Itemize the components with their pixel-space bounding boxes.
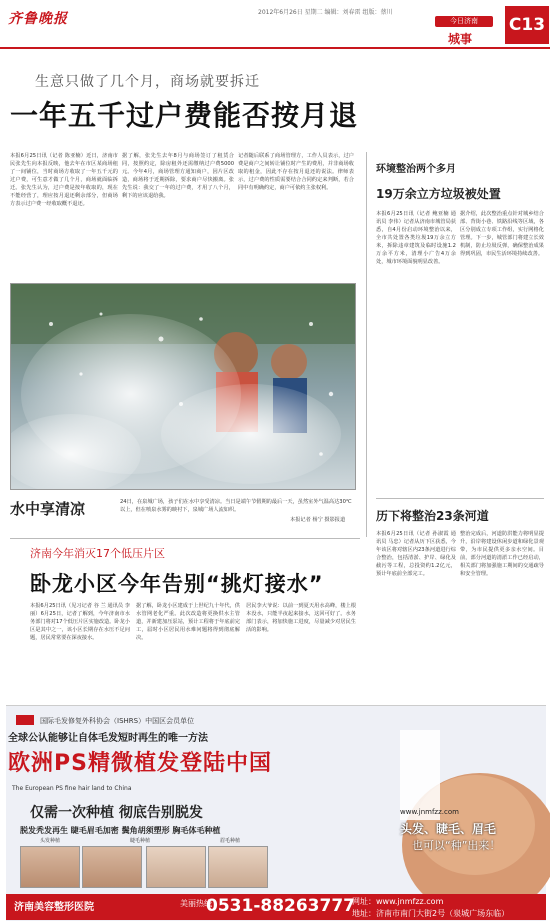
phone-label: 美丽热线 [180, 899, 212, 908]
ad-bald-line-2: 也可以“种”出来！ [412, 839, 501, 852]
ad-title: 欧洲PS精微植发登陆中国 [8, 751, 272, 776]
lash-photo [146, 846, 206, 888]
side1-column-1: 本报6月25日讯（记者 鲍亚楠 通讯员 李伟）记者从济南市城管局获悉，自4月份启动环境整治以来，全市共处置各类垃圾19万余立方米，拆除违章建筑及临时设施1.2万余平方米，清理小广告4万余处，城市环境面貌明显改善。 [376, 211, 456, 265]
lead-headline: 一年五千过户费能否按月退 [10, 99, 359, 132]
ad-label-lash: 睫毛种植 [130, 838, 151, 844]
masthead-rule [0, 47, 550, 49]
fountain-photo [10, 283, 356, 490]
lead2-column-3: 居民李大爷说：以前一到夏天用水高峰，楼上根本没水，只能半夜起来接水，这回可好了。水务部门表示，将加快施工进度，尽量减少对居民生活的影响。 [246, 603, 356, 633]
side2-column-1: 本报6月25日讯（记者 孙淑霞 通讯员 马忠）记者从历下区获悉，今年该区将对辖区内23条河道进行综合整治，包括清淤、护岸、绿化及截污等工程，总投资约1.2亿元，预计年底前全部完工。 [376, 531, 456, 577]
lead2-column-1: 本报6月25日讯（见习记者 谷 兰 通讯员 李丽）6月25日，记者了解到，今年济南市水务部门将对17个低压片区实施改造。卧龙小区是其中之一，该小区长期存在水压不足问题，居民常常要在深夜接水。 [30, 603, 130, 641]
lead2-headline: 卧龙小区今年告别“挑灯接水” [30, 572, 324, 596]
newspaper-logo: 齐鲁晚报 [8, 11, 68, 27]
lead-column-1: 本报6月25日讯（记者 陈亚楠）近日，济南市民张先生向本报反映，他去年在市区某商场租了一间铺位，当时商场方收取了一年五千元的过户费，可生意才做了几个月，商场就面临拆迁。张先生认为，过户费是按年收取的，现在不能经营了，理应按月退还剩余部分，但商场方表示过户费一经收取概不退还。 [10, 153, 118, 207]
lead-column-2: 据了解，张先生去年8月与商场签订了租赁合同，按照约定，除房租外还需缴纳过户费5000元。今年4月，商场管理方通知商户，因片区改造，商场将于近期拆除，要求商户尽快搬离。张先生说：我交了一年的过户费，才用了八个月，剩下的应该退给我。 [122, 153, 234, 199]
ad-website-top: www.jnmfzz.com [400, 808, 459, 816]
side1-column-2: 据介绍，此次整治重点针对城乡结合部、背街小巷、铁路沿线等区域，各区分别成立专项工作组，实行网格化管理。下一步，城管部门将建立长效机制，防止垃圾反弹，确保整治成果得到巩固，市民生活环境持续改善。 [460, 211, 544, 257]
lead2-kicker: 济南今年消灭17个低压片区 [30, 547, 165, 560]
ad-slogan: 仅需一次种植 彻底告别脱发 [30, 805, 203, 821]
side-divider [376, 498, 544, 499]
lead2-column-2: 据了解，卧龙小区建成于上世纪九十年代，供水管网老化严重。此次改造将更换供水主管道，并新建加压泵站，预计工程将于年底前完工，届时小区居民用水难问题将得到彻底解决。 [136, 603, 240, 641]
ishrs-logo-icon [16, 715, 34, 725]
side2-headline: 历下将整治23条河道 [376, 509, 489, 523]
photo-credit: 本报记者 杨宁 摄影报道 [290, 517, 346, 523]
fountain-photo-image [11, 284, 355, 489]
photo-caption-text: 24日，在泉城广场，孩子们在水中享受清凉。当日是端午节假期的最后一天，虽然室外气温高达30℃以上，但在喷泉水雾的映衬下，泉城广场人流如织。 [120, 499, 352, 513]
hair-before-photo [20, 846, 80, 888]
section-divider [10, 538, 360, 539]
side1-subhead: 19万余立方垃圾被处置 [376, 187, 501, 201]
section-pill: 今日济南 [435, 16, 493, 27]
phone-number: 0531-88263777 [206, 896, 355, 916]
photo-caption-title: 水中享清凉 [10, 500, 86, 518]
hospital-name: 济南美容整形医院 [14, 902, 94, 913]
issue-meta: 2012年6月26日 星期二 编辑：刘春雷 组版：蔡川 [258, 9, 393, 16]
ad-label-brow: 眉毛种植 [220, 838, 241, 844]
section-name: 城事 [448, 32, 473, 46]
ad-tagline: 全球公认能够让自体毛发短时再生的唯一方法 [8, 733, 208, 744]
lead-column-3: 记者随后联系了商场管理方，工作人员表示，过户费是商户之间转让铺位时产生的费用，并非商场收取的租金，因此不存在按月退还的说法。律师表示，过户费的性质需要结合合同约定来判断，若合同中有明确约定，商户可依约主张权利。 [238, 153, 354, 191]
ad-bald-line-1: 头发、睫毛、眉毛 [400, 822, 497, 836]
hair-after-photo [82, 846, 142, 888]
ad-services: 脱发秃发再生 睫毛眉毛加密 鬓角胡须塑形 胸毛体毛种植 [20, 826, 221, 835]
ad-website: 网址：www.jnmfzz.com [352, 897, 444, 906]
ad-label-hair: 头发种植 [40, 838, 61, 844]
lead-kicker: 生意只做了几个月，商场就要拆迁 [35, 74, 260, 90]
ad-organization: 国际毛发修复外科协会（ISHRS）中国区会员单位 [40, 717, 195, 725]
side2-column-2: 整治完成后，河道防洪能力将明显提升，沿岸将建设休闲步道和绿化景观带，为市民提供更多亲水空间。目前，部分河道的清淤工作已经启动，相关部门将加强施工期间的交通疏导和安全管理。 [460, 531, 544, 577]
ad-address: 地址：济南市南门大街2号（泉城广场东临） [352, 909, 510, 918]
side1-headline: 环境整治两个多月 [376, 164, 456, 175]
ad-english: The European PS fine hair land to China [12, 785, 132, 792]
column-divider [366, 152, 367, 537]
page-number: C13 [505, 6, 549, 44]
brow-photo [208, 846, 268, 888]
